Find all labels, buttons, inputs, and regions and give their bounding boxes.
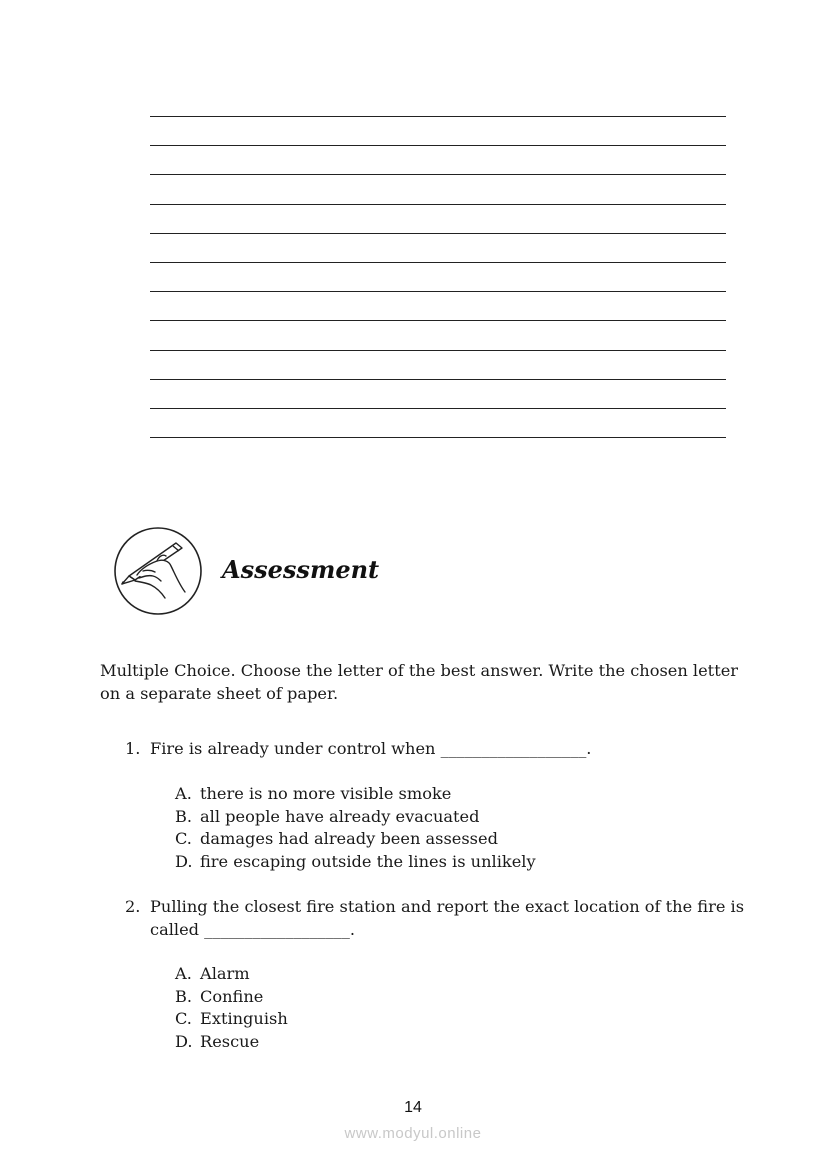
answer-line: [150, 263, 726, 292]
answer-line: [150, 146, 726, 175]
answer-line: [150, 175, 726, 204]
question-1: [125, 738, 745, 761]
question-2: [125, 896, 745, 941]
question-1-options: [175, 783, 536, 873]
answer-line: [150, 321, 726, 350]
answer-lines: [150, 116, 726, 438]
option-item: B. all people have already evacuated: [175, 806, 480, 826]
question-number: 2.: [125, 897, 141, 916]
question-number: 1.: [125, 739, 141, 758]
answer-line: [150, 292, 726, 321]
answer-line: [150, 205, 726, 234]
answer-line: [150, 380, 726, 409]
answer-line: [150, 234, 726, 263]
option-item: B. Confine: [175, 986, 264, 1006]
question-stem: Pulling the closest fire station and report the exact location of the fire is called __________________.: [150, 897, 745, 939]
section-title: Assessment: [222, 555, 380, 584]
option-item: C. damages had already been assessed: [175, 829, 498, 848]
question-2-options: [175, 963, 288, 1053]
answer-line: [150, 409, 726, 438]
option-item: C. Extinguish: [175, 1009, 288, 1028]
option-item: A. Alarm: [175, 964, 250, 983]
instructions: Multiple Choice. Choose the letter of the best answer. Write the chosen letter on a separate sheet of paper.: [100, 661, 739, 703]
option-item: A. there is no more visible smoke: [175, 784, 452, 803]
watermark: www.modyul.online: [344, 1125, 482, 1142]
option-item: D. fire escaping outside the lines is unlikely: [175, 851, 536, 871]
option-item: D. Rescue: [175, 1031, 260, 1051]
answer-line: [150, 117, 726, 146]
question-stem: Fire is already under control when __________________.: [150, 739, 592, 758]
hand-writing-pencil-icon: [113, 526, 203, 616]
answer-line: [150, 351, 726, 380]
page-number: 14: [404, 1099, 422, 1116]
